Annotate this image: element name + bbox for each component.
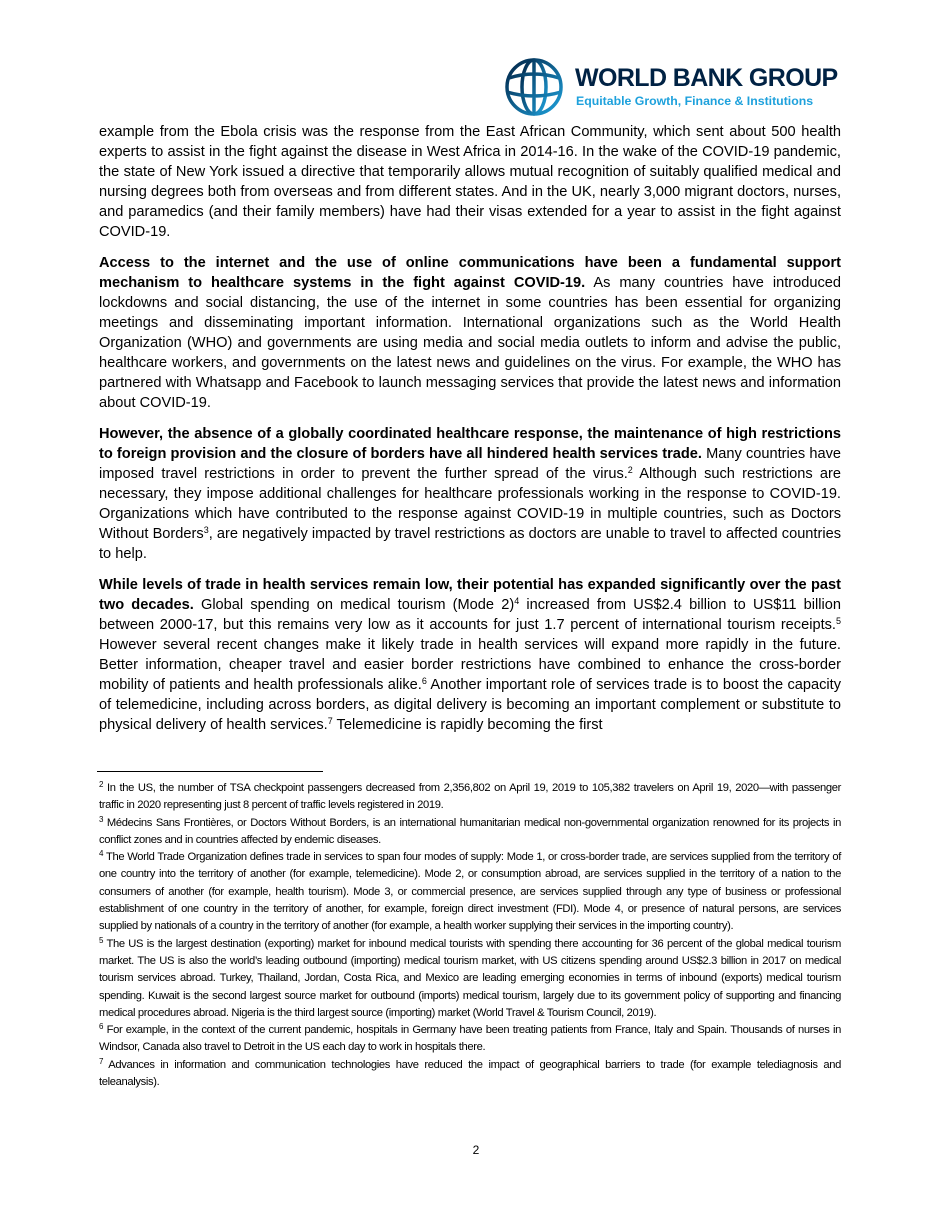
footnote	[99, 936, 841, 1022]
paragraph-lead: However, the absence of a globally coordinated healthcare response, the maintenance of high restrictions to foreign provision and the closure of borders have all hindered health services trade.	[99, 426, 841, 462]
footnote-number: 4	[99, 849, 104, 859]
footnote-ref[interactable]: 2	[627, 465, 633, 475]
paragraph-lead: While levels of trade in health services remain low, their potential has expanded significantly over the past two decades.	[99, 577, 841, 613]
world-bank-group-logo	[503, 56, 843, 120]
paragraph-text: Many countries have imposed travel restrictions in order to prevent the further spread of the virus.	[99, 446, 841, 482]
footnote	[99, 1057, 841, 1092]
paragraph-text: Global spending on medical tourism (Mode 2)	[193, 597, 515, 613]
footnote-text: The World Trade Organization defines trade in services to span four modes of supply: Mode 1, or cross-border trade, are services supplied from the territory of one country into the territory of another (for example, telemedicine). Mode 2, or consumption abroad, are services supplied in the territory of a nation to the consumers of another (for example, health tourism). Mode 3, or commercial presence, are services supplied through any type of business or professional establishment of one country in the territory of another, for example, foreign direct investment (FDI). Mode 4, or presence of natural persons, are services supplied by nationals of a country in the territory of another (for example, a health worker supplying their services in the importing country).	[99, 851, 841, 933]
paragraph	[99, 122, 841, 242]
paragraph	[99, 575, 841, 735]
footnote-ref[interactable]: 3	[203, 525, 209, 535]
paragraph-text: example from the Ebola crisis was the response from the East African Community, which sent about 500 health experts to assist in the fight against the disease in West Africa in 2014-16. In the wake of the COVID-19 pandemic, the state of New York issued a directive that temporarily allows mutual recognition of suitably qualified medical and nursing degrees both from overseas and from different states. And in the UK, nearly 3,000 migrant doctors, nurses, and paramedics (and their family members) have had their visas extended for a year to assist in the fight against COVID-19.	[99, 124, 841, 240]
paragraph-text: Telemedicine is rapidly becoming the first	[332, 717, 603, 733]
paragraph-text: However several recent changes make it likely trade in health services will expand more rapidly in the future. Better information, cheaper travel and easier border restrictions have combined to enhance the cross-border mobility of patients and health professionals alike.	[99, 637, 841, 693]
footnote-text: Médecins Sans Frontières, or Doctors Without Borders, is an international humanitarian medical non-governmental organization renowned for its projects in conflict zones and in countries affected by endemic diseases.	[99, 816, 841, 846]
footnote	[99, 849, 841, 935]
footnote	[99, 815, 841, 850]
logo-subtitle: Equitable Growth, Finance & Institutions	[576, 94, 814, 108]
footnote-text: Advances in information and communication technologies have reduced the impact of geographical barriers to trade (for example telediagnosis and teleanalysis).	[99, 1058, 841, 1089]
footnote	[99, 1022, 841, 1057]
paragraph-text: Although such restrictions are necessary, they impose additional challenges for healthcare professionals working in the response to COVID-19. Organizations which have contributed to the response against COVID-19 in multiple countries, such as Doctors Without Borders	[99, 466, 841, 542]
paragraph-lead: Access to the internet and the use of online communications have been a fundamental support mechanism to healthcare systems in the fight against COVID-19.	[99, 255, 841, 291]
footnote-number: 3	[99, 814, 104, 824]
footnote-ref[interactable]: 5	[835, 616, 841, 626]
footnote-ref[interactable]: 6	[421, 676, 427, 686]
paragraph-text: increased from US$2.4 billion to US$11 billion between 2000-17, but this remains very low as it accounts for just 1.7 percent of international tourism receipts.	[99, 597, 841, 633]
footnote-divider	[97, 771, 323, 772]
paragraph-text: As many countries have introduced lockdowns and social distancing, the use of the internet in some countries has been essential for organizing meetings and disseminating important information. International organizations such as the World Health Organization (WHO) and governments are using media and social media outlets to inform and advise the public, healthcare workers, and governments on the latest news and guidelines on the virus. For example, the WHO has partnered with Whatsapp and Facebook to launch messaging services that provide the latest news and information about COVID-19.	[99, 275, 841, 411]
footnote-ref[interactable]: 7	[327, 716, 333, 726]
footnote-text: For example, in the context of the current pandemic, hospitals in Germany have been treating patients from France, Italy and Spain. Thousands of nurses in Windsor, Canada also travel to Detroit in the US each day to work in hospitals there.	[99, 1024, 841, 1054]
footnote-text: In the US, the number of TSA checkpoint passengers decreased from 2,356,802 on April 19, 2019 to 105,382 travelers on April 19, 2020—with passenger traffic in 2020 representing just 8 percent of traffic levels registered in 2019.	[99, 782, 841, 812]
footnote-number: 7	[99, 1056, 104, 1066]
paragraph-text: Another important role of services trade is to boost the capacity of telemedicine, including across borders, as digital delivery is becoming an important complement or substitute to physical delivery of health services.	[99, 677, 841, 733]
footnotes	[99, 780, 841, 1091]
body-text	[99, 122, 841, 746]
paragraph	[99, 253, 841, 413]
footnote-number: 6	[99, 1022, 104, 1032]
logo-name: WORLD BANK GROUP	[575, 64, 838, 92]
footnote-text: The US is the largest destination (exporting) market for inbound medical tourists with spending there accounting for 36 percent of the global medical tourism market. The US is also the world’s leading outbound (importing) medical tourism market, with US citizens spending around US$2.3 billion in 2017 on medical tourism services abroad. Turkey, Thailand, Jordan, Costa Rica, and Mexico are leading emerging economies in terms of inbound (exports) medical tourism spending. Kuwait is the second largest source market for outbound (imports) medical tourism, largely due to its government policy of supporting and financing medical procedures abroad. Nigeria is the third largest source (importing) market (World Travel & Tourism Council, 2019).	[99, 937, 841, 1019]
page-number: 2	[472, 1143, 480, 1157]
footnote-number: 5	[99, 935, 104, 945]
footnote	[99, 780, 841, 815]
footnote-number: 2	[99, 780, 104, 789]
paragraph	[99, 424, 841, 564]
paragraph-text: , are negatively impacted by travel restrictions as doctors are unable to travel to affected countries to help.	[99, 526, 841, 562]
footnote-ref[interactable]: 4	[514, 596, 520, 606]
globe-icon	[503, 56, 565, 118]
